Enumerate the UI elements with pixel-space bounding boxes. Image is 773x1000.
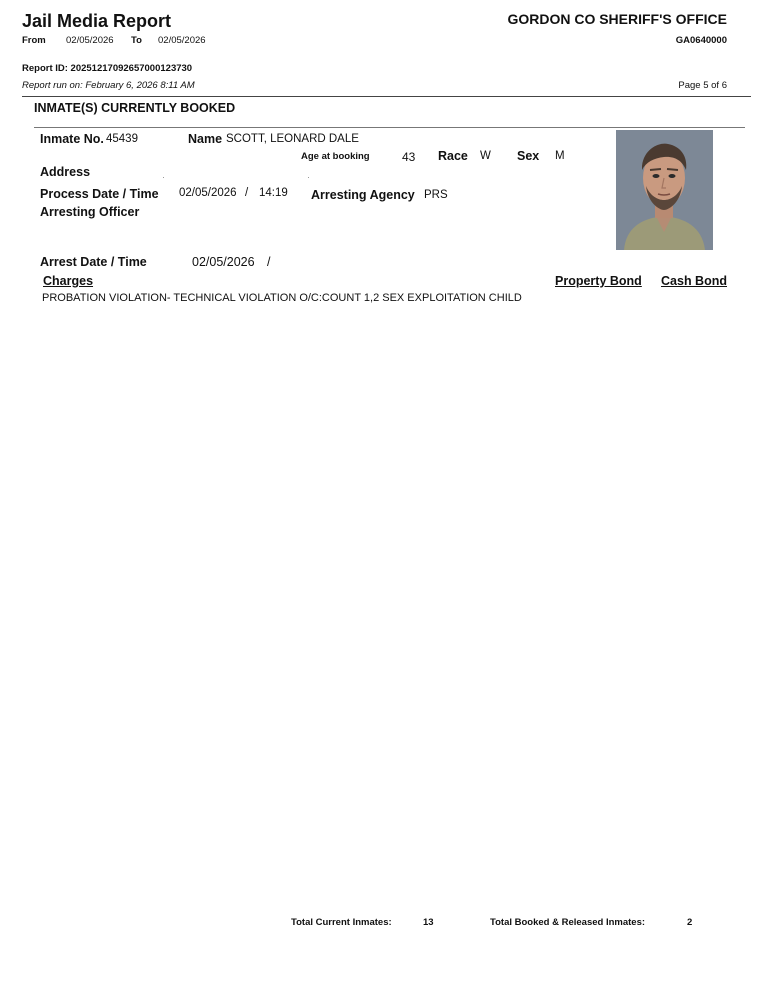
- sex-value: M: [555, 150, 565, 162]
- report-title: Jail Media Report: [22, 11, 172, 31]
- name-label: Name: [188, 132, 223, 146]
- inmate-name: SCOTT, LEONARD DALE: [226, 133, 359, 145]
- section-title: INMATE(S) CURRENTLY BOOKED: [34, 101, 236, 115]
- to-label: To: [131, 35, 142, 46]
- process-label: Process Date / Time: [40, 187, 159, 201]
- process-separator: /: [245, 187, 249, 199]
- race-value: W: [480, 150, 491, 162]
- agency-name: GORDON CO SHERIFF'S OFFICE: [507, 11, 727, 27]
- address-mark: [308, 177, 309, 178]
- inmate-no: 45439: [106, 133, 138, 145]
- age-label: Age at booking: [301, 151, 370, 162]
- address-mark: [163, 177, 164, 178]
- arrest-date-label: Arrest Date / Time: [40, 255, 147, 269]
- total-current-label: Total Current Inmates:: [291, 917, 392, 928]
- mugshot-illustration: [616, 130, 713, 250]
- arresting-agency-label: Arresting Agency: [311, 188, 415, 202]
- charges-label: Charges: [43, 274, 94, 288]
- cash-bond-label: Cash Bond: [661, 274, 727, 288]
- total-booked-label: Total Booked & Released Inmates:: [490, 917, 646, 928]
- from-label: From: [22, 35, 46, 46]
- mugshot-photo: [616, 130, 713, 250]
- section-divider: [34, 127, 745, 128]
- arresting-officer-label: Arresting Officer: [40, 205, 140, 219]
- inmate-no-label: Inmate No.: [40, 132, 104, 146]
- process-date: 02/05/2026: [179, 187, 237, 199]
- arrest-date: 02/05/2026: [192, 255, 255, 269]
- header-divider: [22, 96, 751, 97]
- agency-code: GA0640000: [675, 35, 727, 46]
- page-number: Page 5 of 6: [678, 80, 727, 91]
- from-date: 02/05/2026: [66, 35, 114, 46]
- age-value: 43: [402, 150, 416, 164]
- charge-line: PROBATION VIOLATION- TECHNICAL VIOLATION O/C:COUNT 1,2 SEX EXPLOITATION CHILD: [42, 292, 522, 304]
- to-date: 02/05/2026: [158, 35, 206, 46]
- race-label: Race: [438, 149, 468, 163]
- arresting-agency-value: PRS: [424, 189, 448, 201]
- total-current-value: 13: [423, 917, 434, 928]
- sex-label: Sex: [517, 149, 540, 163]
- total-booked-value: 2: [687, 917, 693, 928]
- address-label: Address: [40, 165, 91, 179]
- property-bond-label: Property Bond: [555, 274, 642, 288]
- report-run-on: Report run on: February 6, 2026 8:11 AM: [22, 80, 195, 91]
- arrest-separator: /: [267, 255, 271, 269]
- process-time: 14:19: [259, 187, 288, 199]
- report-id: Report ID: 20251217092657000123730: [22, 63, 193, 74]
